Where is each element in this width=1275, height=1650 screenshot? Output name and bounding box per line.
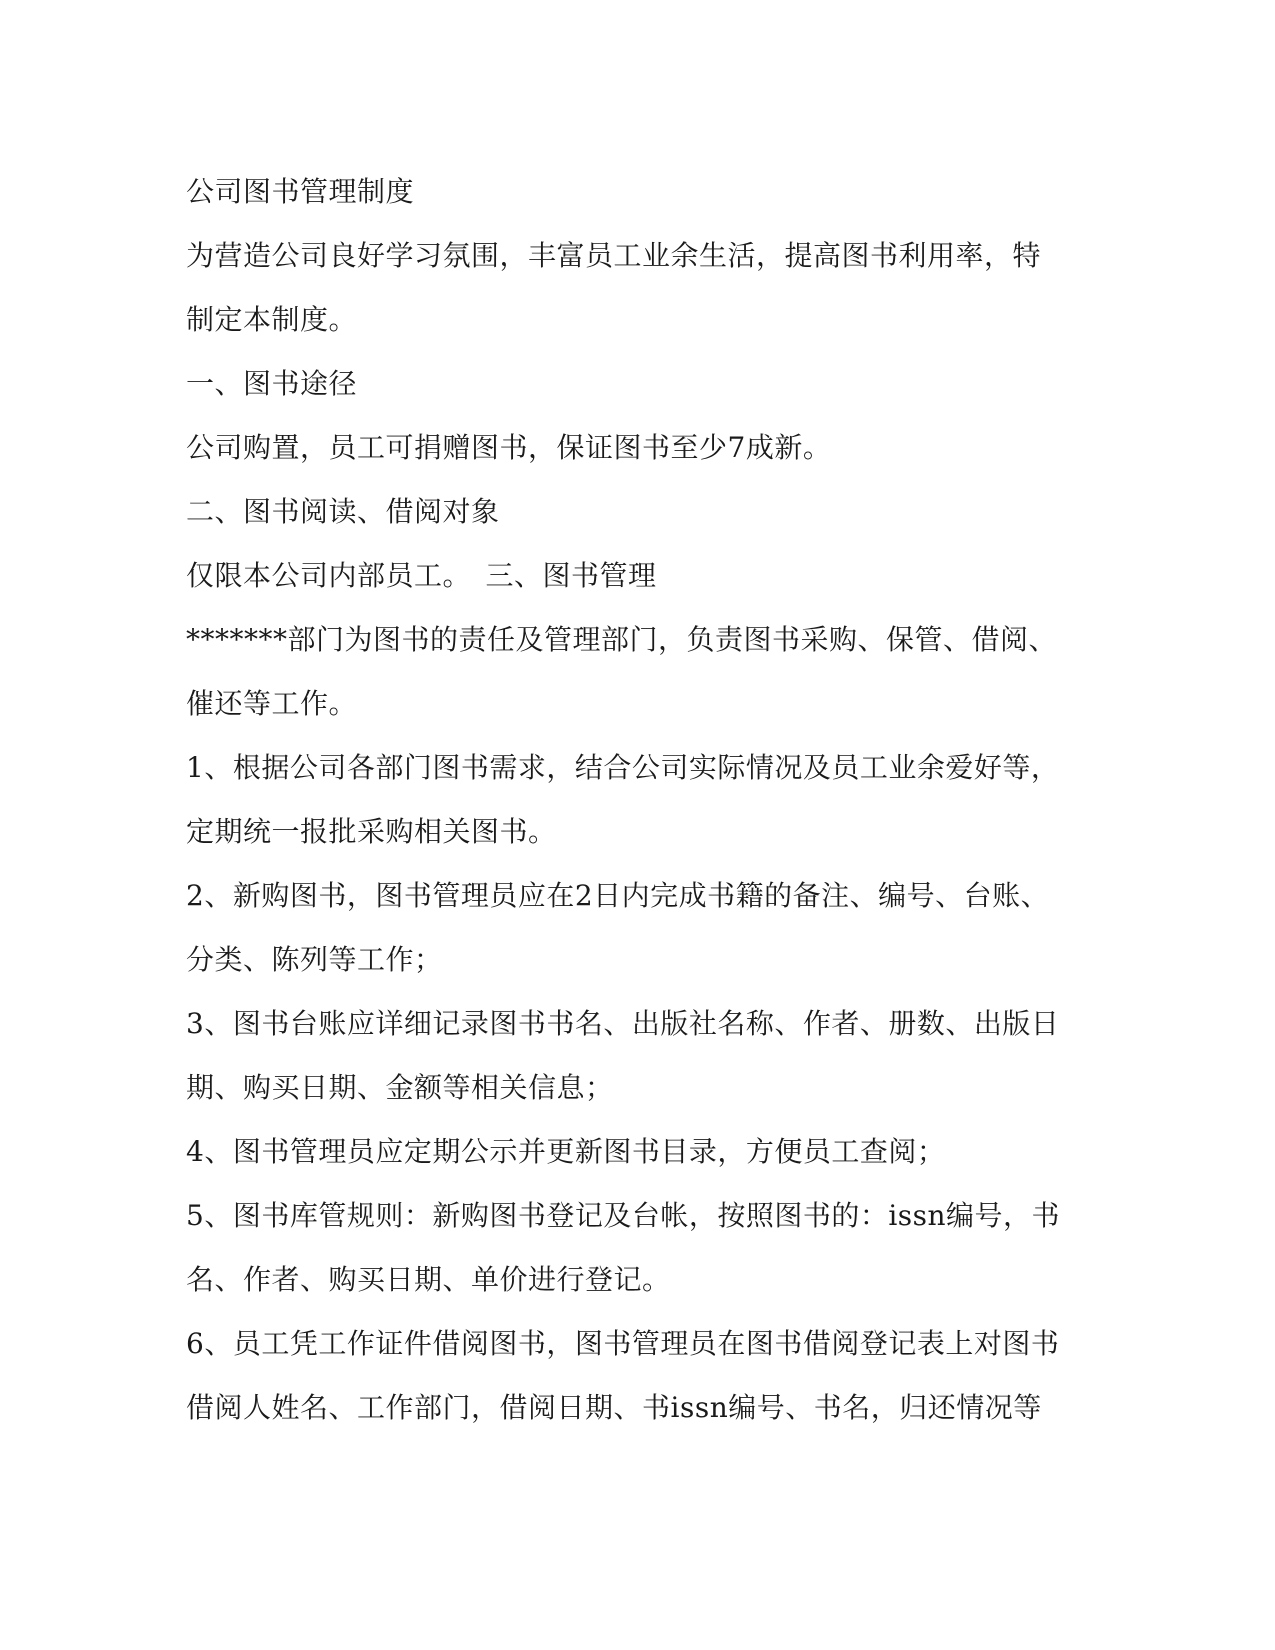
list-item-line: 借阅人姓名、工作部门，借阅日期、书issn编号、书名，归还情况等 [186, 1391, 1042, 1424]
paragraph-line: 仅限本公司内部员工。 三、图书管理 [186, 559, 657, 592]
list-item-line: 2、新购图书，图书管理员应在2日内完成书籍的备注、编号、台账、 [186, 879, 1050, 912]
paragraph-line: 催还等工作。 [186, 687, 358, 720]
paragraph-line: 公司购置，员工可捐赠图书，保证图书至少7成新。 [186, 431, 832, 464]
list-item-line: 定期统一报批采购相关图书。 [186, 815, 557, 848]
list-item-line: 1、根据公司各部门图书需求，结合公司实际情况及员工业余爱好等， [186, 751, 1060, 784]
paragraph-line: 为营造公司良好学习氛围，丰富员工业余生活，提高图书利用率，特 [186, 239, 1042, 272]
list-item-line: 4、图书管理员应定期公示并更新图书目录，方便员工查阅； [186, 1135, 946, 1168]
list-item-line: 3、图书台账应详细记录图书书名、出版社名称、作者、册数、出版日 [186, 1007, 1060, 1040]
paragraph-line: *******部门为图书的责任及管理部门，负责图书采购、保管、借阅、 [186, 623, 1058, 656]
document-body [186, 160, 1066, 1440]
list-item-line: 5、图书库管规则：新购图书登记及台帐，按照图书的：issn编号，书 [186, 1199, 1061, 1232]
list-item-line: 期、购买日期、金额等相关信息； [186, 1071, 614, 1104]
list-item-line: 分类、陈列等工作； [186, 943, 443, 976]
list-item-line: 6、员工凭工作证件借阅图书，图书管理员在图书借阅登记表上对图书 [186, 1327, 1060, 1360]
paragraph-line: 制定本制度。 [186, 303, 358, 336]
list-item-line: 名、作者、购买日期、单价进行登记。 [186, 1263, 671, 1296]
document-title: 公司图书管理制度 [186, 175, 415, 208]
section-heading: 二、图书阅读、借阅对象 [186, 495, 500, 528]
section-heading: 一、图书途径 [186, 367, 358, 400]
